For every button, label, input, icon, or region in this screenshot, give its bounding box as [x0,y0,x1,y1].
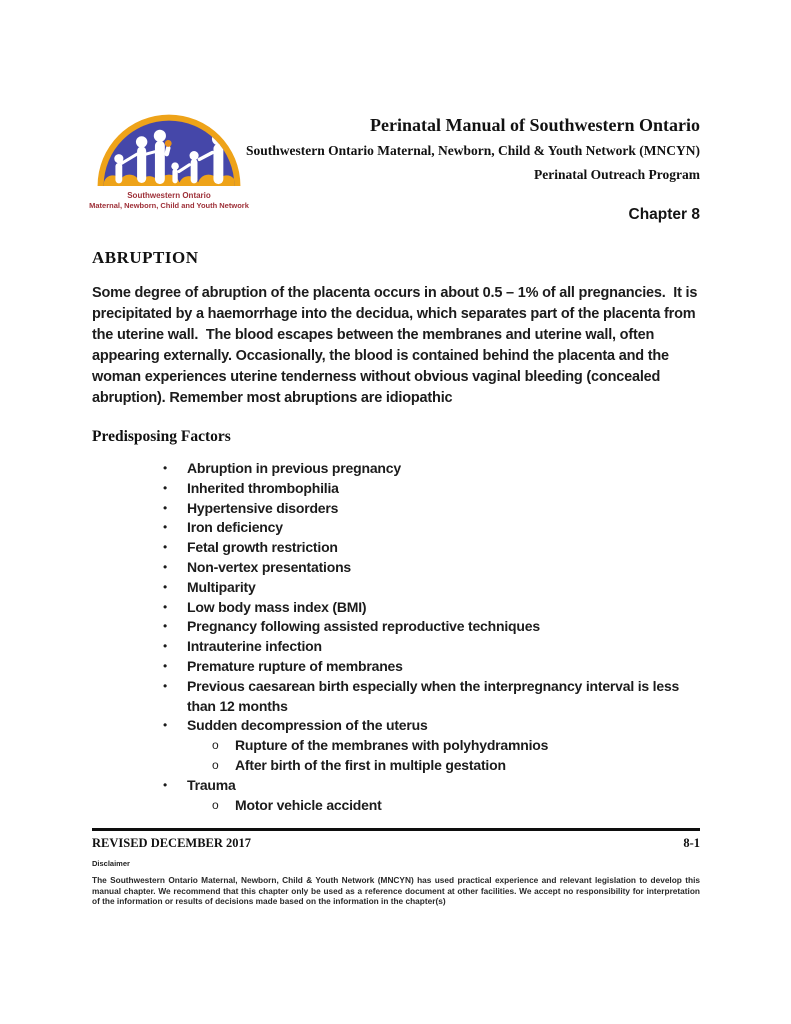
disclaimer-text: The Southwestern Ontario Maternal, Newborn, Child & Youth Network (MNCYN) has used practical experience and relevant legislation to develop this manual chapter. We recommend that this chapter only be used as a reference document at other facilities. We accept no responsibility for interpretation of the information or results of decisions made based on the information in the chapter(s) [92,875,700,906]
list-item-text: Low body mass index (BMI) [187,598,367,615]
list-item-text: Hypertensive disorders [187,499,339,516]
bullet-icon: • [163,520,168,535]
bullet-icon: • [163,500,168,515]
sub-bullet-icon: o [212,797,219,812]
sub-list-item [92,756,704,776]
document-subtitle: Southwestern Ontario Maternal, Newborn, Child & Youth Network (MNCYN) [246,143,700,158]
list-item [92,716,704,736]
list-item [92,598,704,618]
list-item-text: Premature rupture of membranes [187,657,403,674]
bullet-icon: • [163,599,168,614]
sub-list-item-text: Rupture of the membranes with polyhydramnios [235,737,549,754]
list-item-text: Pregnancy following assisted reproductive techniques [187,618,540,635]
disclaimer-label: Disclaimer [92,859,130,868]
bullet-icon: • [163,461,168,475]
bullet-icon: • [163,658,168,673]
list-item [92,776,704,796]
bullet-icon: • [163,619,168,634]
sub-list-item-text: After birth of the first in multiple gestation [235,756,506,773]
list-item [92,499,704,519]
list-item [92,578,704,598]
bullet-icon: • [163,579,168,594]
intro-paragraph: Some degree of abruption of the placenta occurs in about 0.5 – 1% of all pregnancies. It is precipitated by a haemorrhage into the decidua, which separates part of the placenta from the uterine wall. The blood escapes between the membranes and uterine wall, often appearing externally. Occasionally, the blood is contained behind the placenta and the woman experiences uterine tenderness without obvious vaginal bleeding (concealed abruption). Remember most abruptions are idiopathic [92,285,702,406]
list-item [92,657,704,677]
main-content [92,248,704,815]
document-title: Perinatal Manual of Southwestern Ontario [370,115,700,135]
bullet-icon: • [163,777,168,792]
predisposing-list [92,459,704,815]
sub-bullet-icon: o [212,738,219,753]
sub-bullet-icon: o [212,757,219,772]
list-item-text: Fetal growth restriction [187,539,338,556]
logo-caption-line1: Southwestern Ontario [127,191,211,201]
list-item [92,637,704,657]
chapter-label: Chapter 8 [628,206,700,223]
section-heading-predisposing-factors: Predisposing Factors [92,428,231,445]
list-item-text: Previous caesarean birth especially when the interpregnancy interval is less than 12 months [187,677,680,714]
list-item [92,617,704,637]
list-item-text: Non-vertex presentations [187,558,352,575]
list-item-text: Abruption in previous pregnancy [187,460,401,476]
list-item-text: Iron deficiency [187,519,283,536]
list-item [92,538,704,558]
bullet-icon: • [163,559,168,574]
list-item-text: Sudden decompression of the uterus [187,717,428,734]
page-number: 8-1 [683,836,700,850]
document-header [246,114,700,183]
list-item-text: Trauma [187,776,236,793]
family-dome-logo-icon [93,110,245,189]
sub-list-item-text: Motor vehicle accident [235,796,382,813]
sub-list-item [92,796,704,816]
list-item-text: Intrauterine infection [187,638,322,655]
bullet-icon: • [163,678,168,693]
section-heading-abruption: ABRUPTION [92,248,199,267]
list-item [92,677,704,717]
footer-divider [92,828,700,831]
list-item [92,558,704,578]
bullet-icon: • [163,639,168,654]
bullet-icon: • [163,480,168,495]
list-item [92,459,704,479]
sub-list-item [92,736,704,756]
list-item-text: Multiparity [187,578,256,595]
list-item [92,479,704,499]
revised-date: REVISED DECEMBER 2017 [92,836,252,850]
bullet-icon: • [163,540,168,555]
list-item [92,518,704,538]
page-footer [92,828,700,907]
list-item-text: Inherited thrombophilia [187,479,339,496]
bullet-icon: • [163,718,168,733]
logo-caption-line2: Maternal, Newborn, Child and Youth Network [89,201,249,211]
mncyn-logo [89,110,249,211]
document-program: Perinatal Outreach Program [534,167,700,182]
